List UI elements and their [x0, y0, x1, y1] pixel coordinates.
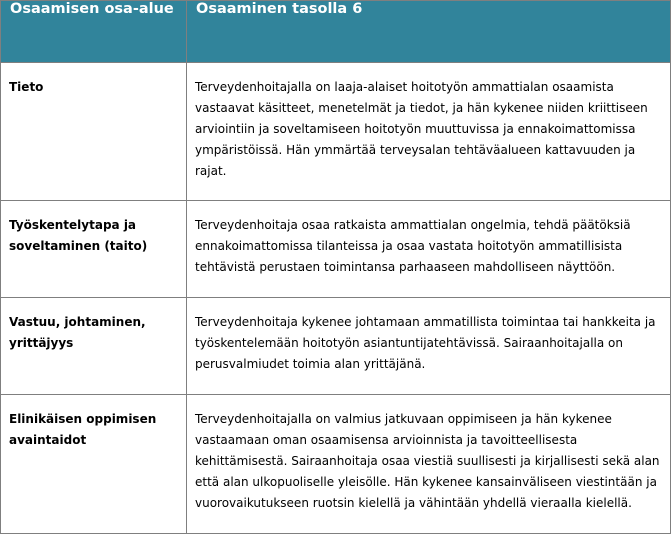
table-row	[1, 63, 671, 201]
description-cell: Terveydenhoitajalla on laaja-alaiset hoitotyön ammattialan osaamista vastaavat käsitteet, menetelmät ja tiedot, ja hän kykenee niiden kriittiseen arviointiin ja soveltamiseen hoitotyön muuttuvissa ja ennakoimattomissa ympäristöissä. Hän ymmärtää terveysalan tehtäväalueen kattavuuden ja rajat.	[187, 63, 671, 201]
header-area: Osaamisen osa-alue	[1, 1, 187, 63]
header-level: Osaaminen tasolla 6	[187, 1, 671, 63]
table-header-row	[1, 1, 671, 63]
description-cell: Terveydenhoitaja osaa ratkaista ammattialan ongelmia, tehdä päätöksiä ennakoimattomissa tilanteissa ja osaa vastata hoitotyön ammatillisista tehtävistä perustaen toimintansa parhaaseen mahdolliseen näyttöön.	[187, 201, 671, 298]
area-cell: Tieto	[1, 63, 187, 201]
description-cell: Terveydenhoitaja kykenee johtamaan ammatillista toimintaa tai hankkeita ja työskentelemään hoitotyön asiantuntijatehtävissä. Sairaanhoitajalla on perusvalmiudet toimia alan yrittäjänä.	[187, 298, 671, 395]
area-cell: Elinikäisen oppimisen avaintaidot	[1, 395, 187, 534]
table-row	[1, 395, 671, 534]
area-cell: Vastuu, johtaminen, yrittäjyys	[1, 298, 187, 395]
table-row	[1, 201, 671, 298]
description-cell: Terveydenhoitajalla on valmius jatkuvaan oppimiseen ja hän kykenee vastaamaan oman osaamisensa arvioinnista ja tavoitteellisesta kehittämisestä. Sairaanhoitaja osaa viestiä suullisesti ja kirjallisesti sekä alan että alan ulkopuoliselle yleisölle. Hän kykenee kansainväliseen viestintään ja vuorovaikutukseen ruotsin kielellä ja vähintään yhdellä vieraalla kielellä.	[187, 395, 671, 534]
area-cell: Työskentelytapa ja soveltaminen (taito)	[1, 201, 187, 298]
table-row	[1, 298, 671, 395]
